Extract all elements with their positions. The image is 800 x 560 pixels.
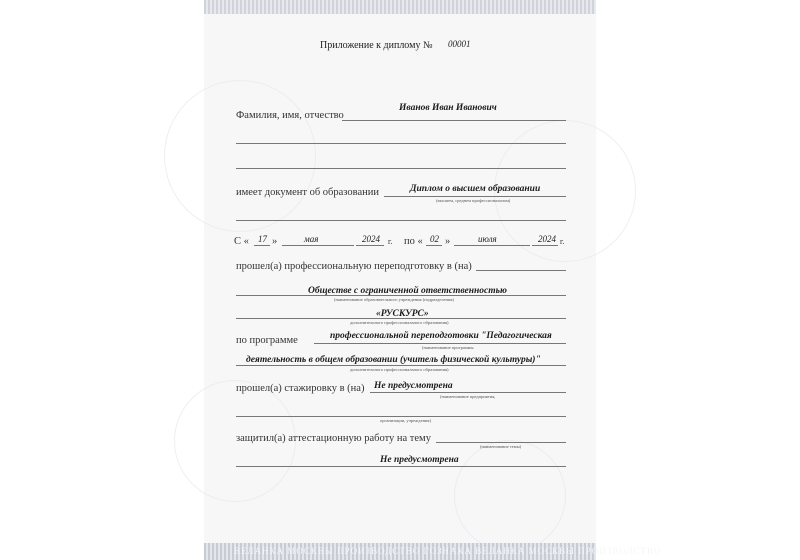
date-from-month: мая — [304, 234, 319, 244]
year-suffix: г. — [388, 237, 393, 246]
doc-hint: (высшем, среднем профессиональном) — [436, 198, 511, 203]
fio-label: Фамилия, имя, отчество — [236, 110, 344, 121]
date-underline — [426, 245, 442, 246]
program-line1: профессиональной переподготовки "Педагогическая — [330, 331, 552, 341]
doc-label: имеет документ об образовании — [236, 187, 379, 198]
security-band-bottom — [204, 543, 662, 560]
org-underline — [236, 295, 566, 296]
year-suffix: г. — [560, 237, 565, 246]
internship-hint-1: (наименование предприятия, — [440, 394, 496, 399]
internship-label: прошел(а) стажировку в (на) — [236, 383, 365, 394]
fio-value: Иванов Иван Иванович — [399, 103, 497, 113]
thesis-hint: (наименование темы) — [480, 444, 522, 449]
watermark-rosette — [454, 440, 566, 552]
internship-hint-2: организации, учреждения) — [380, 418, 431, 423]
thesis-value: Не предусмотрена — [380, 455, 459, 465]
program-hint-1: (наименование программы — [422, 345, 474, 350]
blank-line — [236, 416, 566, 417]
doc-underline — [384, 196, 566, 197]
program-underline — [314, 343, 566, 344]
org-hint-1: (наименование образовательного учреждения (подразделения) — [334, 297, 454, 302]
security-band-text: ВЕЛАНКА МОСКВЫ ПРОИЗВОДСТВО ГОЗНАКА ВЕЛАНКА МОСКВЫ ПРОИЗВОДСТВО — [234, 546, 662, 556]
page-title: Приложение к диплому № — [320, 40, 433, 51]
date-underline — [454, 245, 530, 246]
doc-value: Диплом о высшем образовании — [410, 184, 541, 194]
date-underline — [254, 245, 270, 246]
date-to-month: июля — [478, 234, 497, 244]
date-from-year: 2024 — [362, 234, 380, 244]
program-underline — [236, 365, 566, 366]
retraining-underline — [476, 270, 566, 271]
fio-underline — [342, 120, 566, 121]
date-from-day: 17 — [258, 234, 267, 244]
org-underline — [236, 318, 566, 319]
org-name-line2: «РУСКУРС» — [376, 309, 429, 319]
date-to-prefix: по « — [404, 236, 423, 247]
watermark-rosette — [164, 80, 316, 232]
program-line2: деятельность в общем образовании (учитель физической культуры)" — [246, 355, 541, 365]
date-from-quote: » — [272, 236, 278, 247]
blank-line — [236, 466, 566, 467]
thesis-underline — [436, 442, 566, 443]
date-to-year: 2024 — [538, 234, 556, 244]
org-hint-2: дополнительного профессионального образования) — [350, 320, 449, 325]
blank-line — [236, 168, 566, 169]
internship-underline — [370, 392, 566, 393]
diploma-appendix-page — [204, 0, 662, 560]
thesis-label: защитил(а) аттестационную работу на тему — [236, 433, 431, 444]
date-underline — [532, 245, 558, 246]
date-underline — [282, 245, 354, 246]
diploma-number: 00001 — [448, 39, 471, 49]
retraining-label: прошел(а) профессиональную переподготовку в (на) — [236, 261, 472, 272]
org-name-line1: Обществе с ограниченной ответственностью — [308, 286, 507, 296]
security-band-top — [204, 0, 596, 14]
date-from-prefix: С « — [234, 236, 249, 247]
internship-value: Не предусмотрена — [374, 381, 453, 391]
date-to-quote: » — [445, 236, 451, 247]
date-underline — [356, 245, 384, 246]
blank-line — [236, 143, 566, 144]
date-to-day: 02 — [430, 234, 439, 244]
program-hint-2: дополнительного профессионального образования) — [350, 367, 449, 372]
program-label: по программе — [236, 335, 298, 346]
blank-line — [236, 220, 566, 221]
